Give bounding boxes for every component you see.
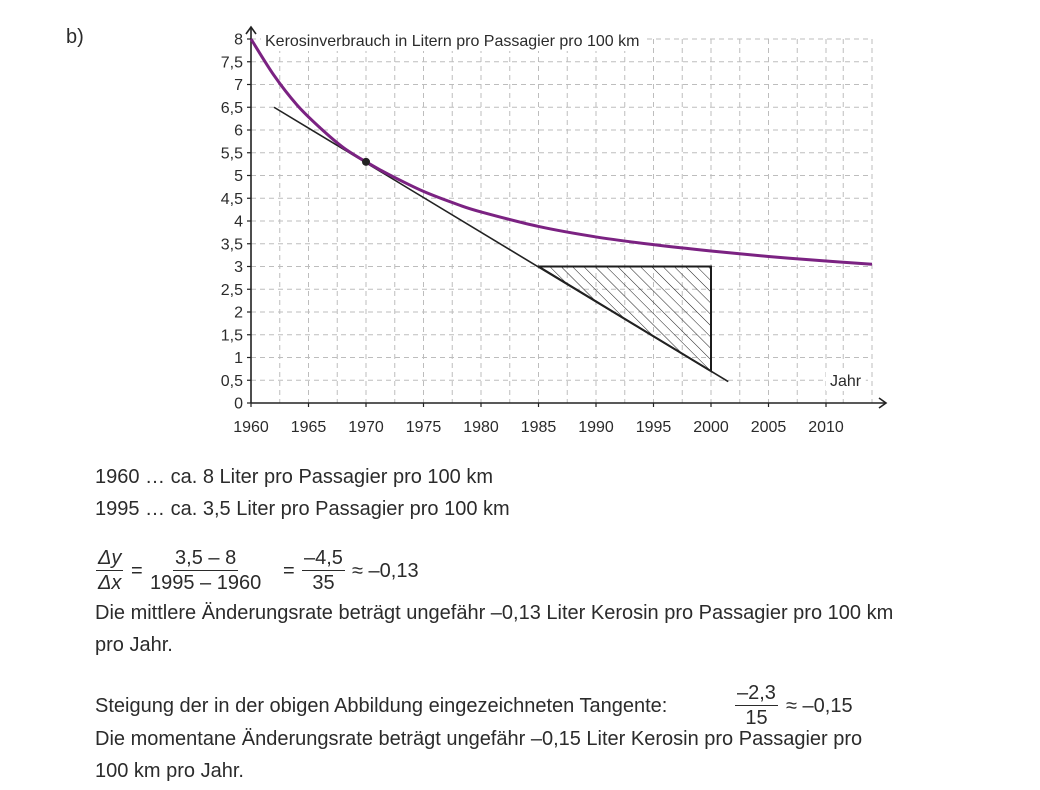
x-tick-label: 1975	[405, 419, 442, 436]
grid	[251, 39, 872, 403]
x-tick-label: 1960	[233, 419, 269, 436]
slope-text: Steigung der in der obigen Abbildung eingezeichneten Tangente:	[95, 695, 668, 717]
tangent-point	[362, 158, 370, 166]
part-label: b)	[66, 26, 84, 48]
value-line-1995: 1995 … ca. 3,5 Liter pro Passagier pro 100 km	[95, 498, 510, 520]
approx-result-1: ≈ –0,13	[352, 560, 419, 582]
y-tick-label: 6,5	[220, 99, 243, 117]
tick-labels	[221, 32, 844, 437]
equals-sign: =	[283, 560, 295, 582]
x-tick-label: 1995	[635, 419, 672, 436]
fraction-numerator: Δy	[98, 547, 122, 569]
fraction-denominator: Δx	[98, 572, 122, 594]
mean-rate-text-1: Die mittlere Änderungsrate beträgt ungefähr –0,13 Liter Kerosin pro Passagier pro 100 km	[95, 602, 894, 624]
x-tick-label: 1990	[578, 419, 614, 436]
y-tick-label: 7	[234, 77, 243, 94]
fraction-numerator: 3,5 – 8	[175, 547, 237, 569]
inst-rate-text-2: 100 km pro Jahr.	[95, 760, 244, 782]
y-tick-label: 4	[234, 213, 243, 231]
y-tick-label: 2	[234, 304, 243, 322]
y-tick-label: 3,5	[220, 236, 243, 254]
x-tick-label: 2000	[693, 419, 729, 436]
fraction-denominator: 35	[312, 572, 335, 594]
fraction-result	[302, 548, 345, 593]
y-tick-label: 5,5	[220, 145, 243, 163]
y-tick-label: 7,5	[220, 54, 243, 72]
x-tick-label: 2005	[750, 419, 787, 436]
y-tick-label: 2,5	[220, 281, 243, 299]
value-line-1960: 1960 … ca. 8 Liter pro Passagier pro 100 km	[95, 466, 493, 488]
equals-sign: =	[131, 560, 143, 582]
fraction-dy-dx	[96, 548, 123, 593]
approx-result-2: ≈ –0,15	[786, 695, 853, 717]
y-tick-label: 4,5	[220, 190, 243, 208]
y-tick-label: 6	[234, 122, 243, 140]
x-tick-label: 1965	[290, 419, 327, 436]
x-axis-label: Jahr	[830, 373, 862, 390]
fraction-slope	[735, 683, 778, 728]
fraction-values	[150, 548, 261, 593]
consumption-curve	[251, 39, 872, 264]
y-tick-label: 5	[234, 168, 243, 185]
fraction-denominator: 15	[745, 707, 768, 729]
x-tick-label: 1985	[520, 419, 557, 436]
x-tick-label: 2010	[808, 419, 844, 436]
inst-rate-text-1: Die momentane Änderungsrate beträgt ungefähr –0,15 Liter Kerosin pro Passagier pro	[95, 728, 863, 750]
y-tick-label: 1	[234, 350, 243, 367]
y-tick-label: 3	[234, 259, 243, 276]
y-tick-label: 1,5	[220, 327, 243, 345]
x-tick-label: 1980	[463, 419, 499, 436]
x-tick-label: 1970	[348, 419, 384, 436]
fraction-numerator: –2,3	[737, 682, 776, 704]
chart-title: Kerosinverbrauch in Litern pro Passagier pro 100 km	[265, 33, 640, 50]
y-tick-label: 8	[234, 31, 243, 49]
y-tick-label: 0,5	[220, 372, 243, 390]
mean-rate-text-2: pro Jahr.	[95, 634, 173, 656]
y-tick-label: 0	[234, 395, 243, 413]
fraction-numerator: –4,5	[304, 547, 343, 569]
fraction-denominator: 1995 – 1960	[150, 572, 262, 594]
